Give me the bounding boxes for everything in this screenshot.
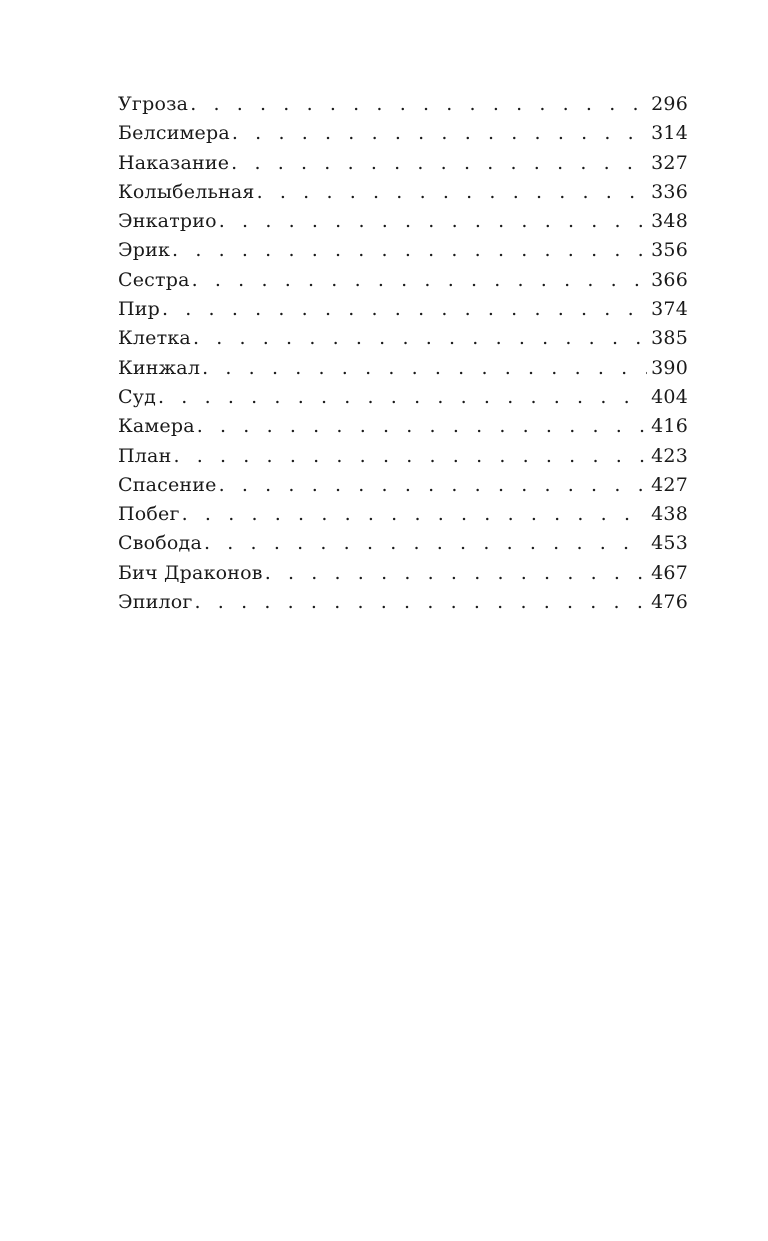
dot-leader	[202, 354, 647, 383]
toc-entry[interactable]	[118, 588, 688, 617]
toc-entry-page: 404	[651, 385, 688, 408]
dot-leader	[231, 149, 647, 178]
toc-entry[interactable]	[118, 559, 688, 588]
toc-entry-title: Белсимера	[118, 122, 230, 145]
toc-entry-title: Суд	[118, 385, 157, 408]
dot-leader	[219, 471, 648, 500]
toc-entry-title: План	[118, 444, 172, 467]
dot-leader	[195, 588, 648, 617]
toc-entry-page: 427	[651, 473, 688, 496]
toc-entry-page: 314	[651, 122, 688, 145]
toc-entry-page: 438	[651, 503, 688, 526]
dot-leader	[162, 295, 647, 324]
toc-entry-page: 467	[651, 561, 688, 584]
toc-entry[interactable]	[118, 295, 688, 324]
toc-entry[interactable]	[118, 149, 688, 178]
dot-leader	[192, 266, 648, 295]
toc-entry-title: Побег	[118, 503, 180, 526]
toc-entry[interactable]	[118, 236, 688, 265]
dot-leader	[219, 207, 647, 236]
toc-entry-page: 423	[651, 444, 688, 467]
toc-entry-page: 348	[651, 210, 688, 233]
toc-entry-title: Спасение	[118, 473, 217, 496]
toc-entry-title: Эпилог	[118, 591, 193, 614]
toc-entry-title: Свобода	[118, 532, 202, 555]
toc-entry[interactable]	[118, 442, 688, 471]
toc-entry-page: 385	[651, 327, 688, 350]
dot-leader	[232, 119, 647, 148]
toc-entry[interactable]	[118, 412, 688, 441]
toc-entry-page: 476	[651, 591, 688, 614]
toc-entry-page: 390	[651, 356, 688, 379]
toc-entry-title: Кинжал	[118, 356, 201, 379]
toc-entry-title: Энкатрио	[118, 210, 217, 233]
dot-leader	[190, 90, 647, 119]
toc-entry-title: Угроза	[118, 93, 189, 115]
toc-entry[interactable]	[118, 324, 688, 353]
dot-leader	[173, 442, 647, 471]
toc-entry-title: Камера	[118, 415, 195, 438]
toc-entry-page: 356	[651, 239, 688, 262]
toc-entry[interactable]	[118, 383, 688, 412]
dot-leader	[172, 236, 647, 265]
toc-entry[interactable]	[118, 471, 688, 500]
dot-leader	[204, 529, 647, 558]
toc-entry[interactable]	[118, 90, 688, 119]
dot-leader	[197, 412, 647, 441]
toc-entry-title: Сестра	[118, 268, 190, 291]
toc-entry-title: Наказание	[118, 151, 230, 174]
dot-leader	[257, 178, 648, 207]
dot-leader	[193, 324, 647, 353]
toc-entry-title: Клетка	[118, 327, 191, 350]
dot-leader	[265, 559, 647, 588]
table-of-contents	[118, 90, 688, 617]
toc-entry-page: 366	[651, 268, 688, 291]
toc-entry[interactable]	[118, 178, 688, 207]
dot-leader	[182, 500, 647, 529]
toc-entry[interactable]	[118, 119, 688, 148]
toc-entry-page: 327	[651, 151, 688, 174]
toc-entry-title: Колыбельная	[118, 180, 255, 203]
toc-entry-title: Пир	[118, 298, 160, 321]
toc-entry[interactable]	[118, 354, 688, 383]
toc-entry-title: Эрик	[118, 239, 171, 262]
toc-entry-page: 336	[651, 180, 688, 203]
toc-entry[interactable]	[118, 500, 688, 529]
toc-entry-page: 453	[651, 532, 688, 555]
toc-entry-page: 374	[651, 298, 688, 321]
toc-entry-page: 296	[651, 93, 688, 115]
toc-entry-page: 416	[651, 415, 688, 438]
toc-entry[interactable]	[118, 207, 688, 236]
dot-leader	[158, 383, 647, 412]
toc-entry-title: Бич Драконов	[118, 561, 263, 584]
toc-entry[interactable]	[118, 529, 688, 558]
toc-entry[interactable]	[118, 266, 688, 295]
